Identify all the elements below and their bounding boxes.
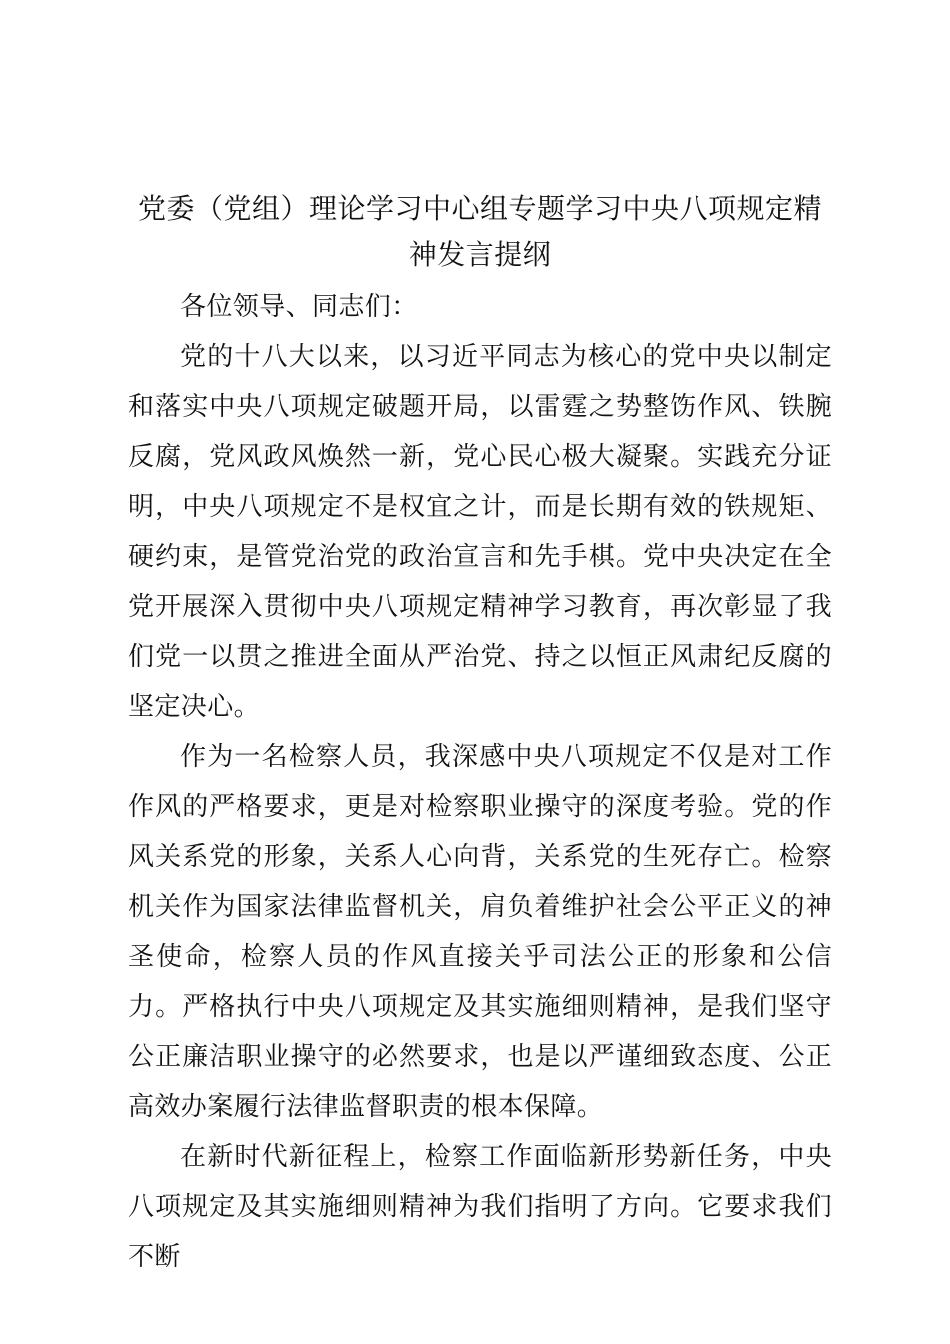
document-title: 党委（党组）理论学习中心组专题学习中央八项规定精神发言提纲	[137, 192, 822, 271]
salutation-paragraph: 各位领导、同志们：	[180, 292, 418, 322]
body-paragraph-1: 党的十八大以来，以习近平同志为核心的党中央以制定和落实中央八项规定破题开局，以雷霆之势整饬作风、铁腕反腐，党风政风焕然一新，党心民心极大凝聚。实践充分证明，中央八项规定不是权宜之计，而是长期有效的铁规矩、硬约束，是管党治党的政治宣言和先手棋。党中央决定在全党开展深入贯彻中央八项规定精神学习教育，再次彰显了我们党一以贯之推进全面从严治党、持之以恒正风肃纪反腐的坚定决心。	[128, 342, 832, 722]
body-paragraph-3: 在新时代新征程上，检察工作面临新形势新任务，中央八项规定及其实施细则精神为我们指明了方向。它要求我们不断	[128, 1142, 832, 1272]
document-body	[128, 282, 832, 1282]
body-paragraph-2: 作为一名检察人员，我深感中央八项规定不仅是对工作作风的严格要求，更是对检察职业操守的深度考验。党的作风关系党的形象，关系人心向背，关系党的生死存亡。检察机关作为国家法律监督机关，肩负着维护社会公平正义的神圣使命，检察人员的作风直接关乎司法公正的形象和公信力。严格执行中央八项规定及其实施细则精神，是我们坚守公正廉洁职业操守的必然要求，也是以严谨细致态度、公正高效办案履行法律监督职责的根本保障。	[128, 742, 832, 1122]
